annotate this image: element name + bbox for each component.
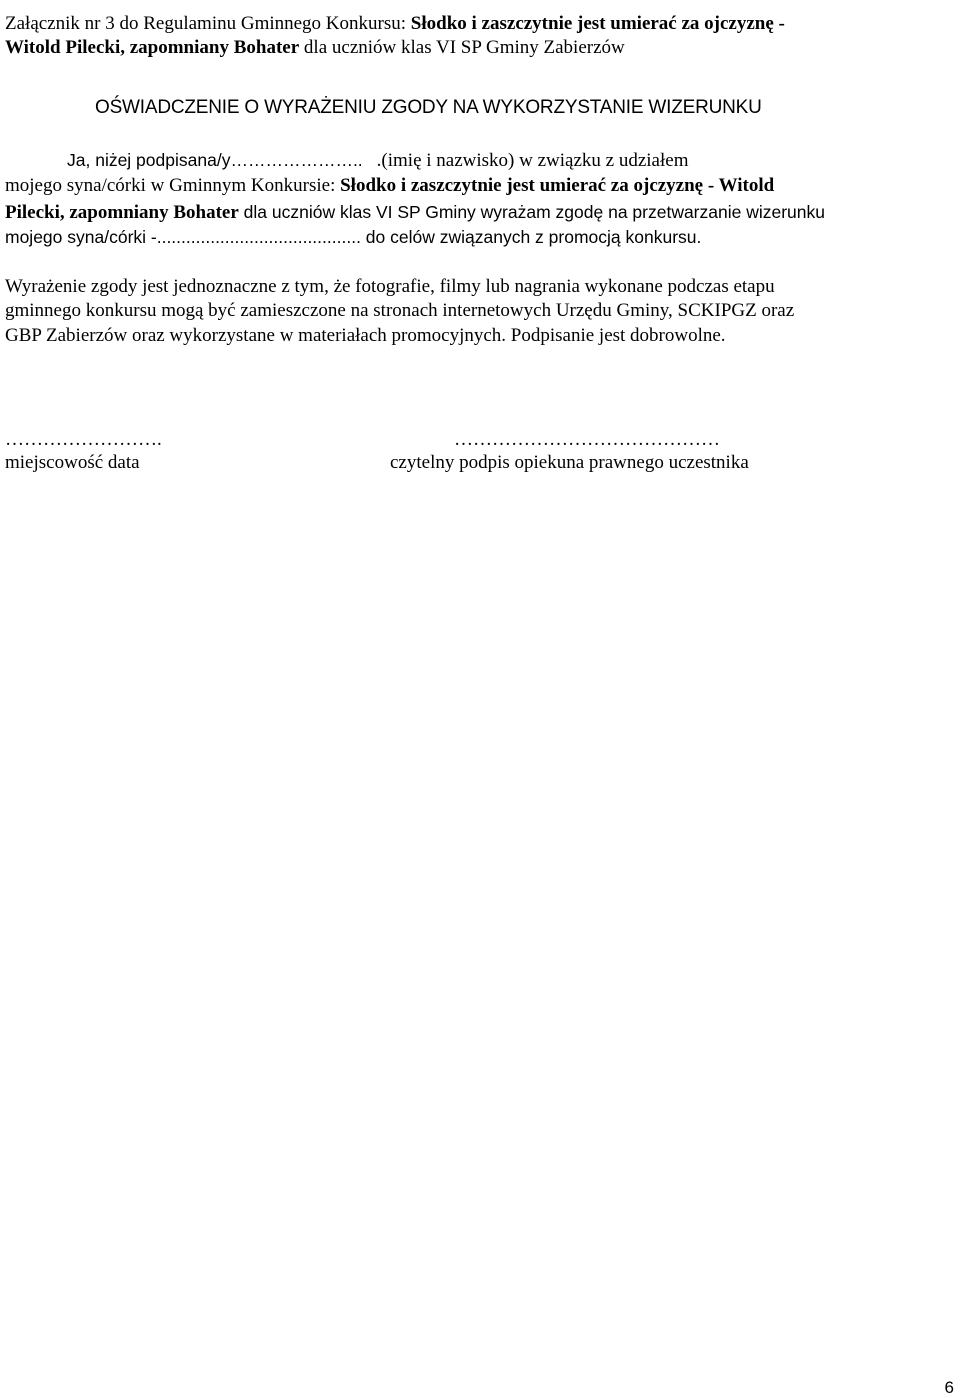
signature-right-dots: …………………………………… [454,429,720,450]
page-number: 6 [944,1378,954,1397]
header-prefix: Załącznik nr 3 do Regulaminu Gminnego Konkursu: [5,13,411,34]
name-field: Ja, niżej podpisana/y………………….. [67,150,363,170]
statement-line-2: gminnego konkursu mogą być zamieszczone na stronach internetowych Urzędu Gminy, SCKIPGZ oraz [5,300,795,321]
header-suffix: dla uczniów klas VI SP Gminy Zabierzów [299,37,625,58]
header-line-2 [5,36,625,60]
contest-title-cont: Witold Pilecki, zapomniany Bohater [5,37,300,58]
consent-line-2: mojego syna/córki w Gminnym Konkursie: Słodko i zaszczytnie jest umierać za ojczyznę - Witold [5,175,775,196]
signature-left-dots: ……………………. [5,429,162,450]
document-title: OŚWIADCZENIE O WYRAŻENIU ZGODY NA WYKORZYSTANIE WIZERUNKU [95,97,762,118]
signature-left-label: miejscowość data [5,452,140,473]
signature-right-label: czytelny podpis opiekuna prawnego uczestnika [390,452,749,473]
consent-line-1: Ja, niżej podpisana/y………………….. .(imię i nazwisko) w związku z udziałem [67,150,689,171]
header-line-1 [5,12,785,36]
contest-title: Słodko i zaszczytnie jest umierać za ojczyznę - [410,13,785,34]
consent-line-3: Pilecki, zapomniany Bohater dla uczniów klas VI SP Gminy wyrażam zgodę na przetwarzanie wizerunku [5,202,825,223]
consent-line-4: mojego syna/córki -.......................................... do celów związanych z promocją konkursu. [5,227,702,247]
statement-line-1: Wyrażenie zgody jest jednoznaczne z tym, że fotografie, filmy lub nagrania wykonane podczas etapu [5,276,775,297]
statement-line-3: GBP Zabierzów oraz wykorzystane w materiałach promocyjnych. Podpisanie jest dobrowolne. [5,325,726,346]
